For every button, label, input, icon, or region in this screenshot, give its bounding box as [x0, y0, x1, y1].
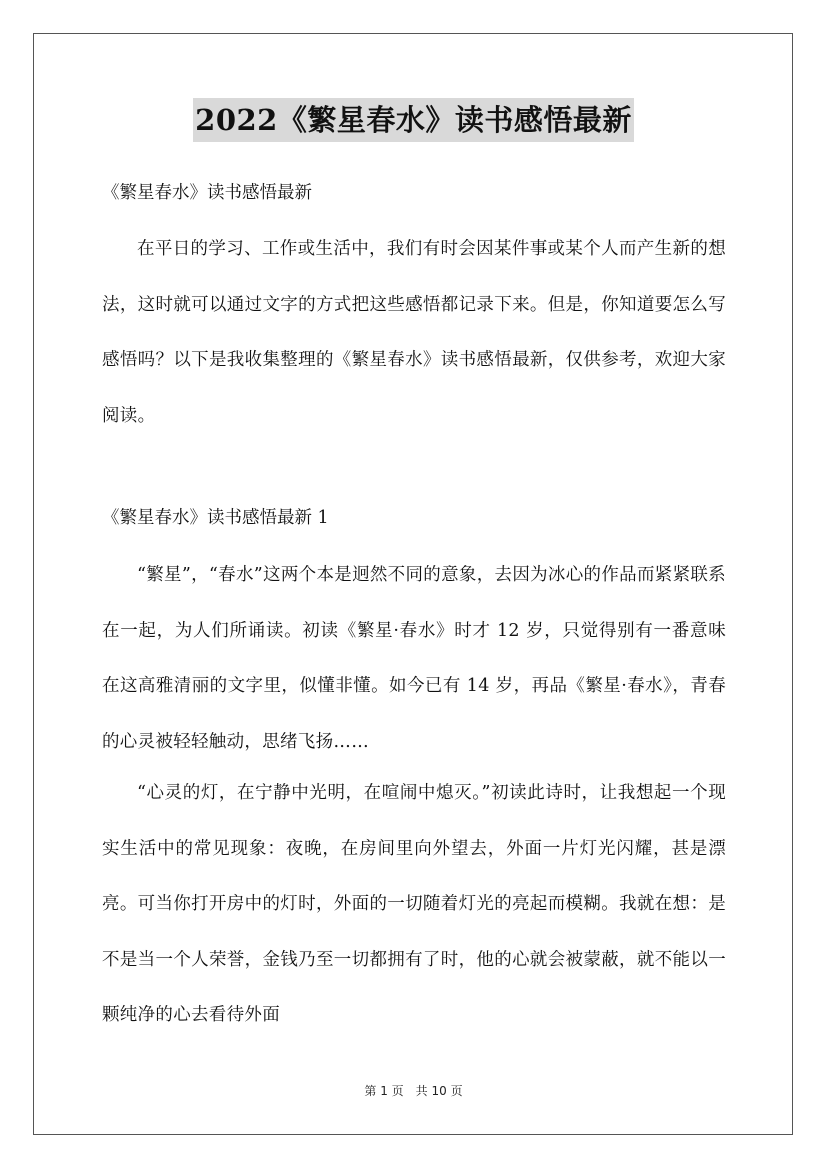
intro-paragraph: 在平日的学习、工作或生活中，我们有时会因某件事或某个人而产生新的想法，这时就可以通过文字的方式把这些感悟都记录下来。但是，你知道要怎么写感悟吗？以下是我收集整理的《繁星春水》读书感悟最新，仅供参考，欢迎大家阅读。 — [102, 239, 726, 426]
document-subtitle: 《繁星春水》读书感悟最新 — [102, 183, 312, 203]
title-container — [0, 98, 827, 142]
page-number-footer: 第 1 页 共 10 页 — [364, 1084, 463, 1098]
body-paragraph: “繁星”，“春水”这两个本是迥然不同的意象，去因为冰心的作品而紧紧联系在一起，为人们所诵读。初读《繁星·春水》时才 12 岁，只觉得别有一番意味在这高雅清丽的文字里，似懂非懂。如今已有 14 岁，再品《繁星·春水》，青春的心灵被轻轻触动，思绪飞扬…… — [102, 565, 726, 752]
section-heading: 《繁星春水》读书感悟最新 1 — [102, 508, 329, 528]
document-title: 2022《繁星春水》读书感悟最新 — [193, 98, 634, 142]
body-paragraph: “心灵的灯，在宁静中光明，在喧闹中熄灭。”初读此诗时，让我想起一个现实生活中的常见现象：夜晚，在房间里向外望去，外面一片灯光闪耀，甚是漂亮。可当你打开房中的灯时，外面的一切随着灯光的亮起而模糊。我就在想：是不是当一个人荣誉，金钱乃至一切都拥有了时，他的心就会被蒙蔽，就不能以一颗纯净的心去看待外面 — [102, 783, 726, 1025]
